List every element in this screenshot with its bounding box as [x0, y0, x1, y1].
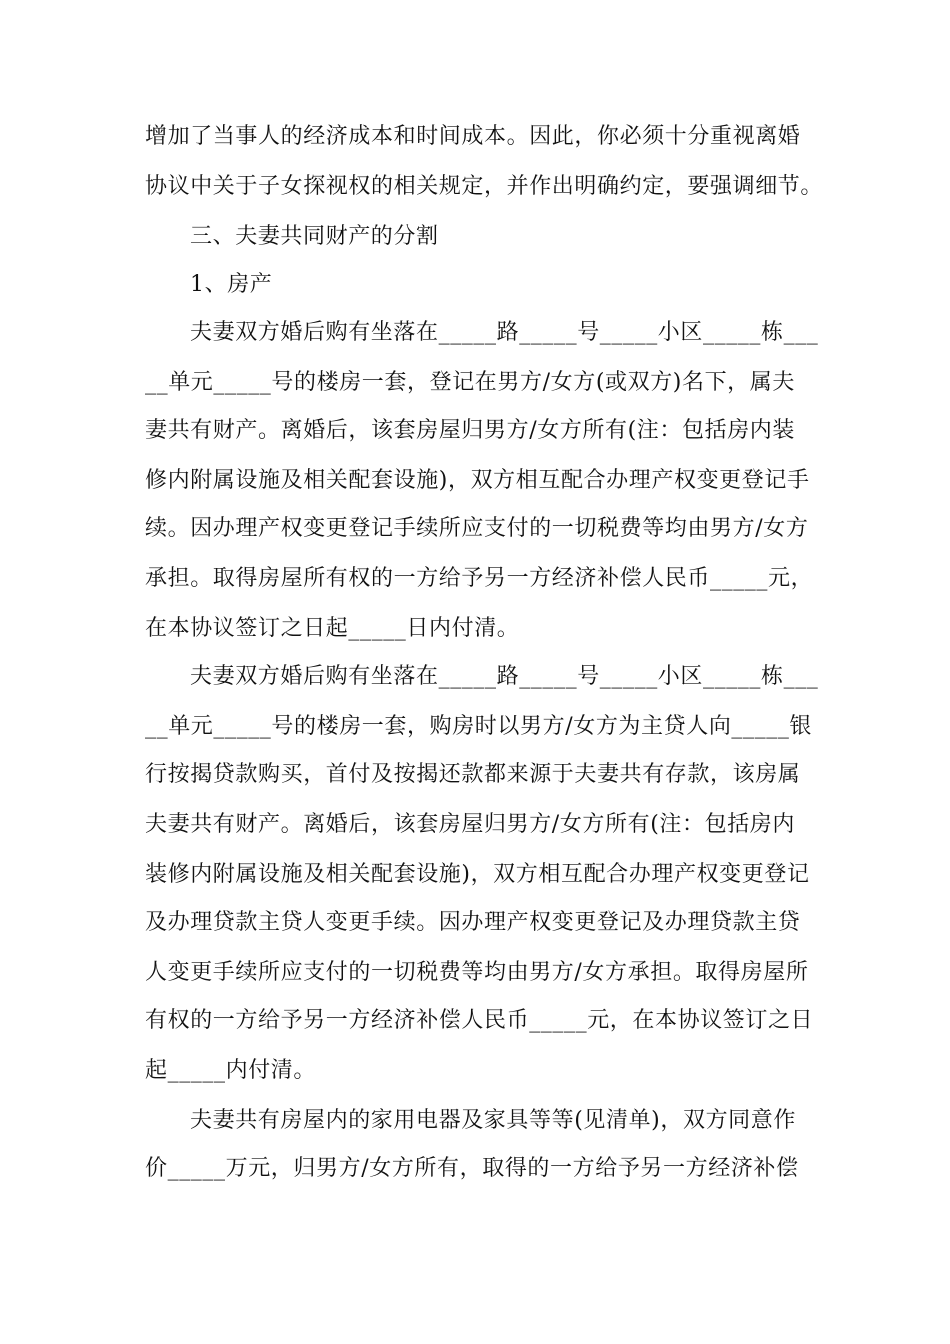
paragraph-line: 协议中关于子女探视权的相关规定，并作出明确约定，要强调细节。	[145, 174, 824, 199]
paragraph-line: 起_____内付清。	[145, 1058, 317, 1083]
paragraph-line: 夫妻双方婚后购有坐落在_____路_____号_____小区_____栋___	[190, 664, 819, 689]
paragraph-line: __单元_____号的楼房一套，登记在男方/女方(或双方)名下，属夫	[145, 370, 795, 395]
paragraph-line: 行按揭贷款购买，首付及按揭还款都来源于夫妻共有存款，该房属	[145, 762, 801, 787]
paragraph-line: 及办理贷款主贷人变更手续。因办理产权变更登记及办理贷款主贷	[145, 910, 801, 935]
paragraph-line: 有权的一方给予另一方经济补偿人民币_____元，在本协议签订之日	[145, 1008, 814, 1033]
subsection-heading: 1、房产	[190, 272, 273, 297]
paragraph-line: 夫妻双方婚后购有坐落在_____路_____号_____小区_____栋___	[190, 320, 819, 345]
paragraph-line: 续。因办理产权变更登记手续所应支付的一切税费等均由男方/女方	[145, 516, 809, 541]
paragraph-line: 夫妻共有房屋内的家用电器及家具等等(见清单)，双方同意作	[190, 1108, 796, 1133]
paragraph-line: 妻共有财产。离婚后，该套房屋归男方/女方所有(注：包括房内装	[145, 418, 795, 443]
paragraph-line: 在本协议签订之日起_____日内付清。	[145, 616, 520, 641]
paragraph-line: 装修内附属设施及相关配套设施)，双方相互配合办理产权变更登记	[145, 862, 810, 887]
paragraph-line: 承担。取得房屋所有权的一方给予另一方经济补偿人民币_____元，	[145, 566, 814, 591]
paragraph-line: 夫妻共有财产。离婚后，该套房屋归男方/女方所有(注：包括房内	[145, 812, 795, 837]
paragraph-line: 修内附属设施及相关配套设施)，双方相互配合办理产权变更登记手	[145, 468, 810, 493]
paragraph-line: 价_____万元，归男方/女方所有，取得的一方给予另一方经济补偿	[145, 1156, 799, 1181]
section-heading: 三、夫妻共同财产的分割	[190, 224, 439, 249]
paragraph-line: 增加了当事人的经济成本和时间成本。因此，你必须十分重视离婚	[145, 124, 801, 149]
paragraph-line: 人变更手续所应支付的一切税费等均由男方/女方承担。取得房屋所	[145, 960, 809, 985]
paragraph-line: __单元_____号的楼房一套，购房时以男方/女方为主贷人向_____银	[145, 714, 813, 739]
